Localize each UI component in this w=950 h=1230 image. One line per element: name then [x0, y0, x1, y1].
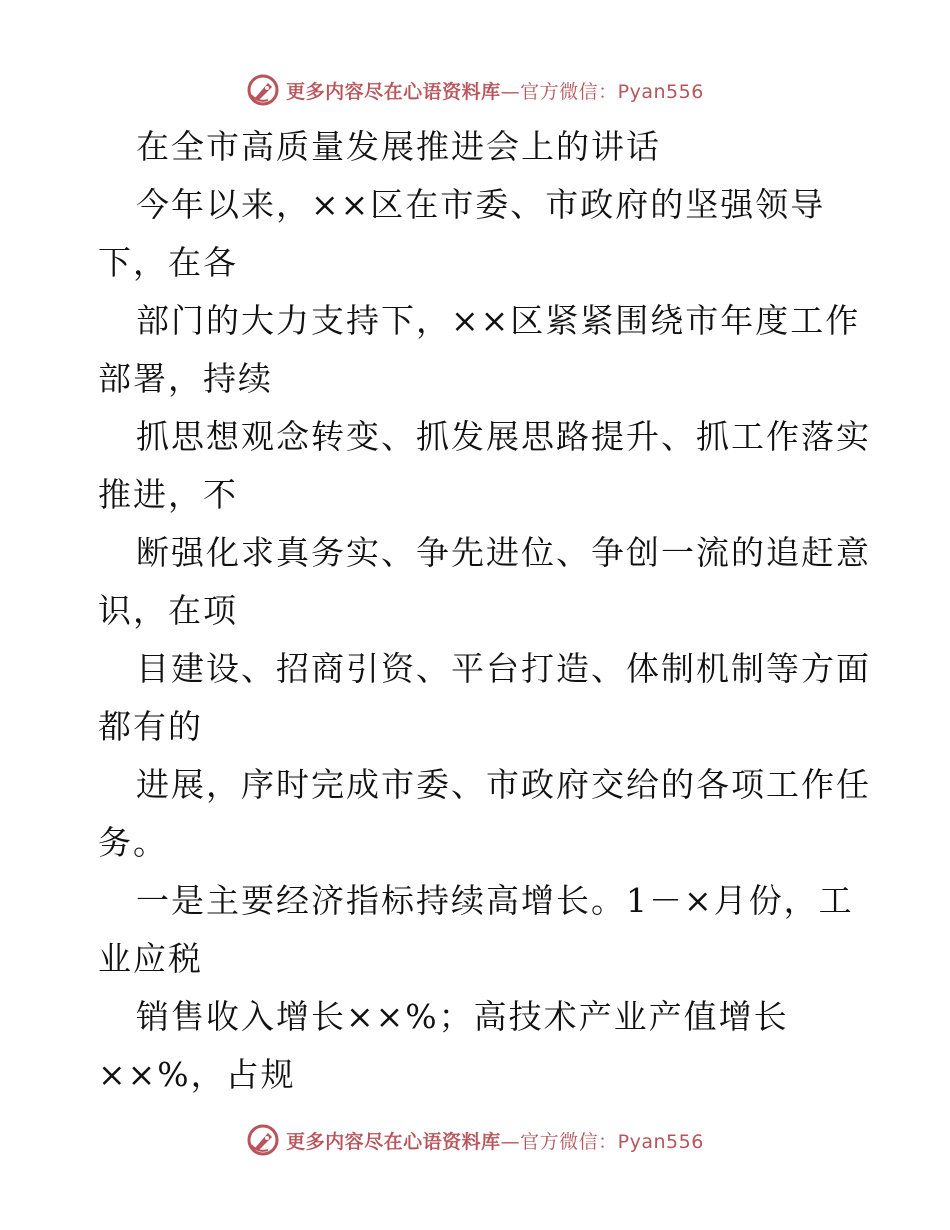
watermark-wechat-text: 官方微信：Pyan556 — [520, 1130, 704, 1153]
watermark-site-text: 更多内容尽在心语资料库 — [286, 80, 501, 103]
document-line: 推进，不 — [98, 475, 238, 514]
watermark-dash: — — [500, 80, 521, 103]
watermark-banner-top — [0, 70, 950, 110]
document-line: ××%，占规 — [98, 1055, 296, 1094]
document-line: 进展，序时完成市委、市政府交给的各项工作任 — [136, 765, 871, 804]
watermark-text — [286, 77, 704, 104]
document-line: 断强化求真务实、争先进位、争创一流的追赶意 — [136, 533, 871, 572]
document-line: 销售收入增长××%；高技术产业产值增长 — [136, 997, 789, 1036]
document-line: 都有的 — [98, 707, 203, 746]
document-line: 下，在各 — [98, 243, 238, 282]
document-line: 识，在项 — [98, 591, 238, 630]
document-line: 业应税 — [98, 939, 203, 978]
document-line: 今年以来，××区在市委、市政府的坚强领导 — [136, 185, 826, 224]
watermark-dash: — — [500, 1130, 521, 1153]
document-line: 务。 — [98, 823, 168, 862]
document-line: 在全市高质量发展推进会上的讲话 — [136, 127, 661, 166]
document-line: 一是主要经济指标持续高增长。1－×月份，工 — [136, 881, 854, 920]
watermark-wechat-text: 官方微信：Pyan556 — [520, 80, 704, 103]
document-body — [98, 118, 871, 1104]
document-line: 抓思想观念转变、抓发展思路提升、抓工作落实 — [136, 417, 871, 456]
pen-nib-logo-icon — [246, 73, 280, 107]
document-line: 部署，持续 — [98, 359, 273, 398]
document-line: 部门的大力支持下，××区紧紧围绕市年度工作 — [136, 301, 861, 340]
document-line: 目建设、招商引资、平台打造、体制机制等方面 — [136, 649, 871, 688]
watermark-site-text: 更多内容尽在心语资料库 — [286, 1130, 501, 1153]
watermark-banner-bottom — [0, 1120, 950, 1160]
watermark-text — [286, 1127, 704, 1154]
pen-nib-logo-icon — [246, 1123, 280, 1157]
